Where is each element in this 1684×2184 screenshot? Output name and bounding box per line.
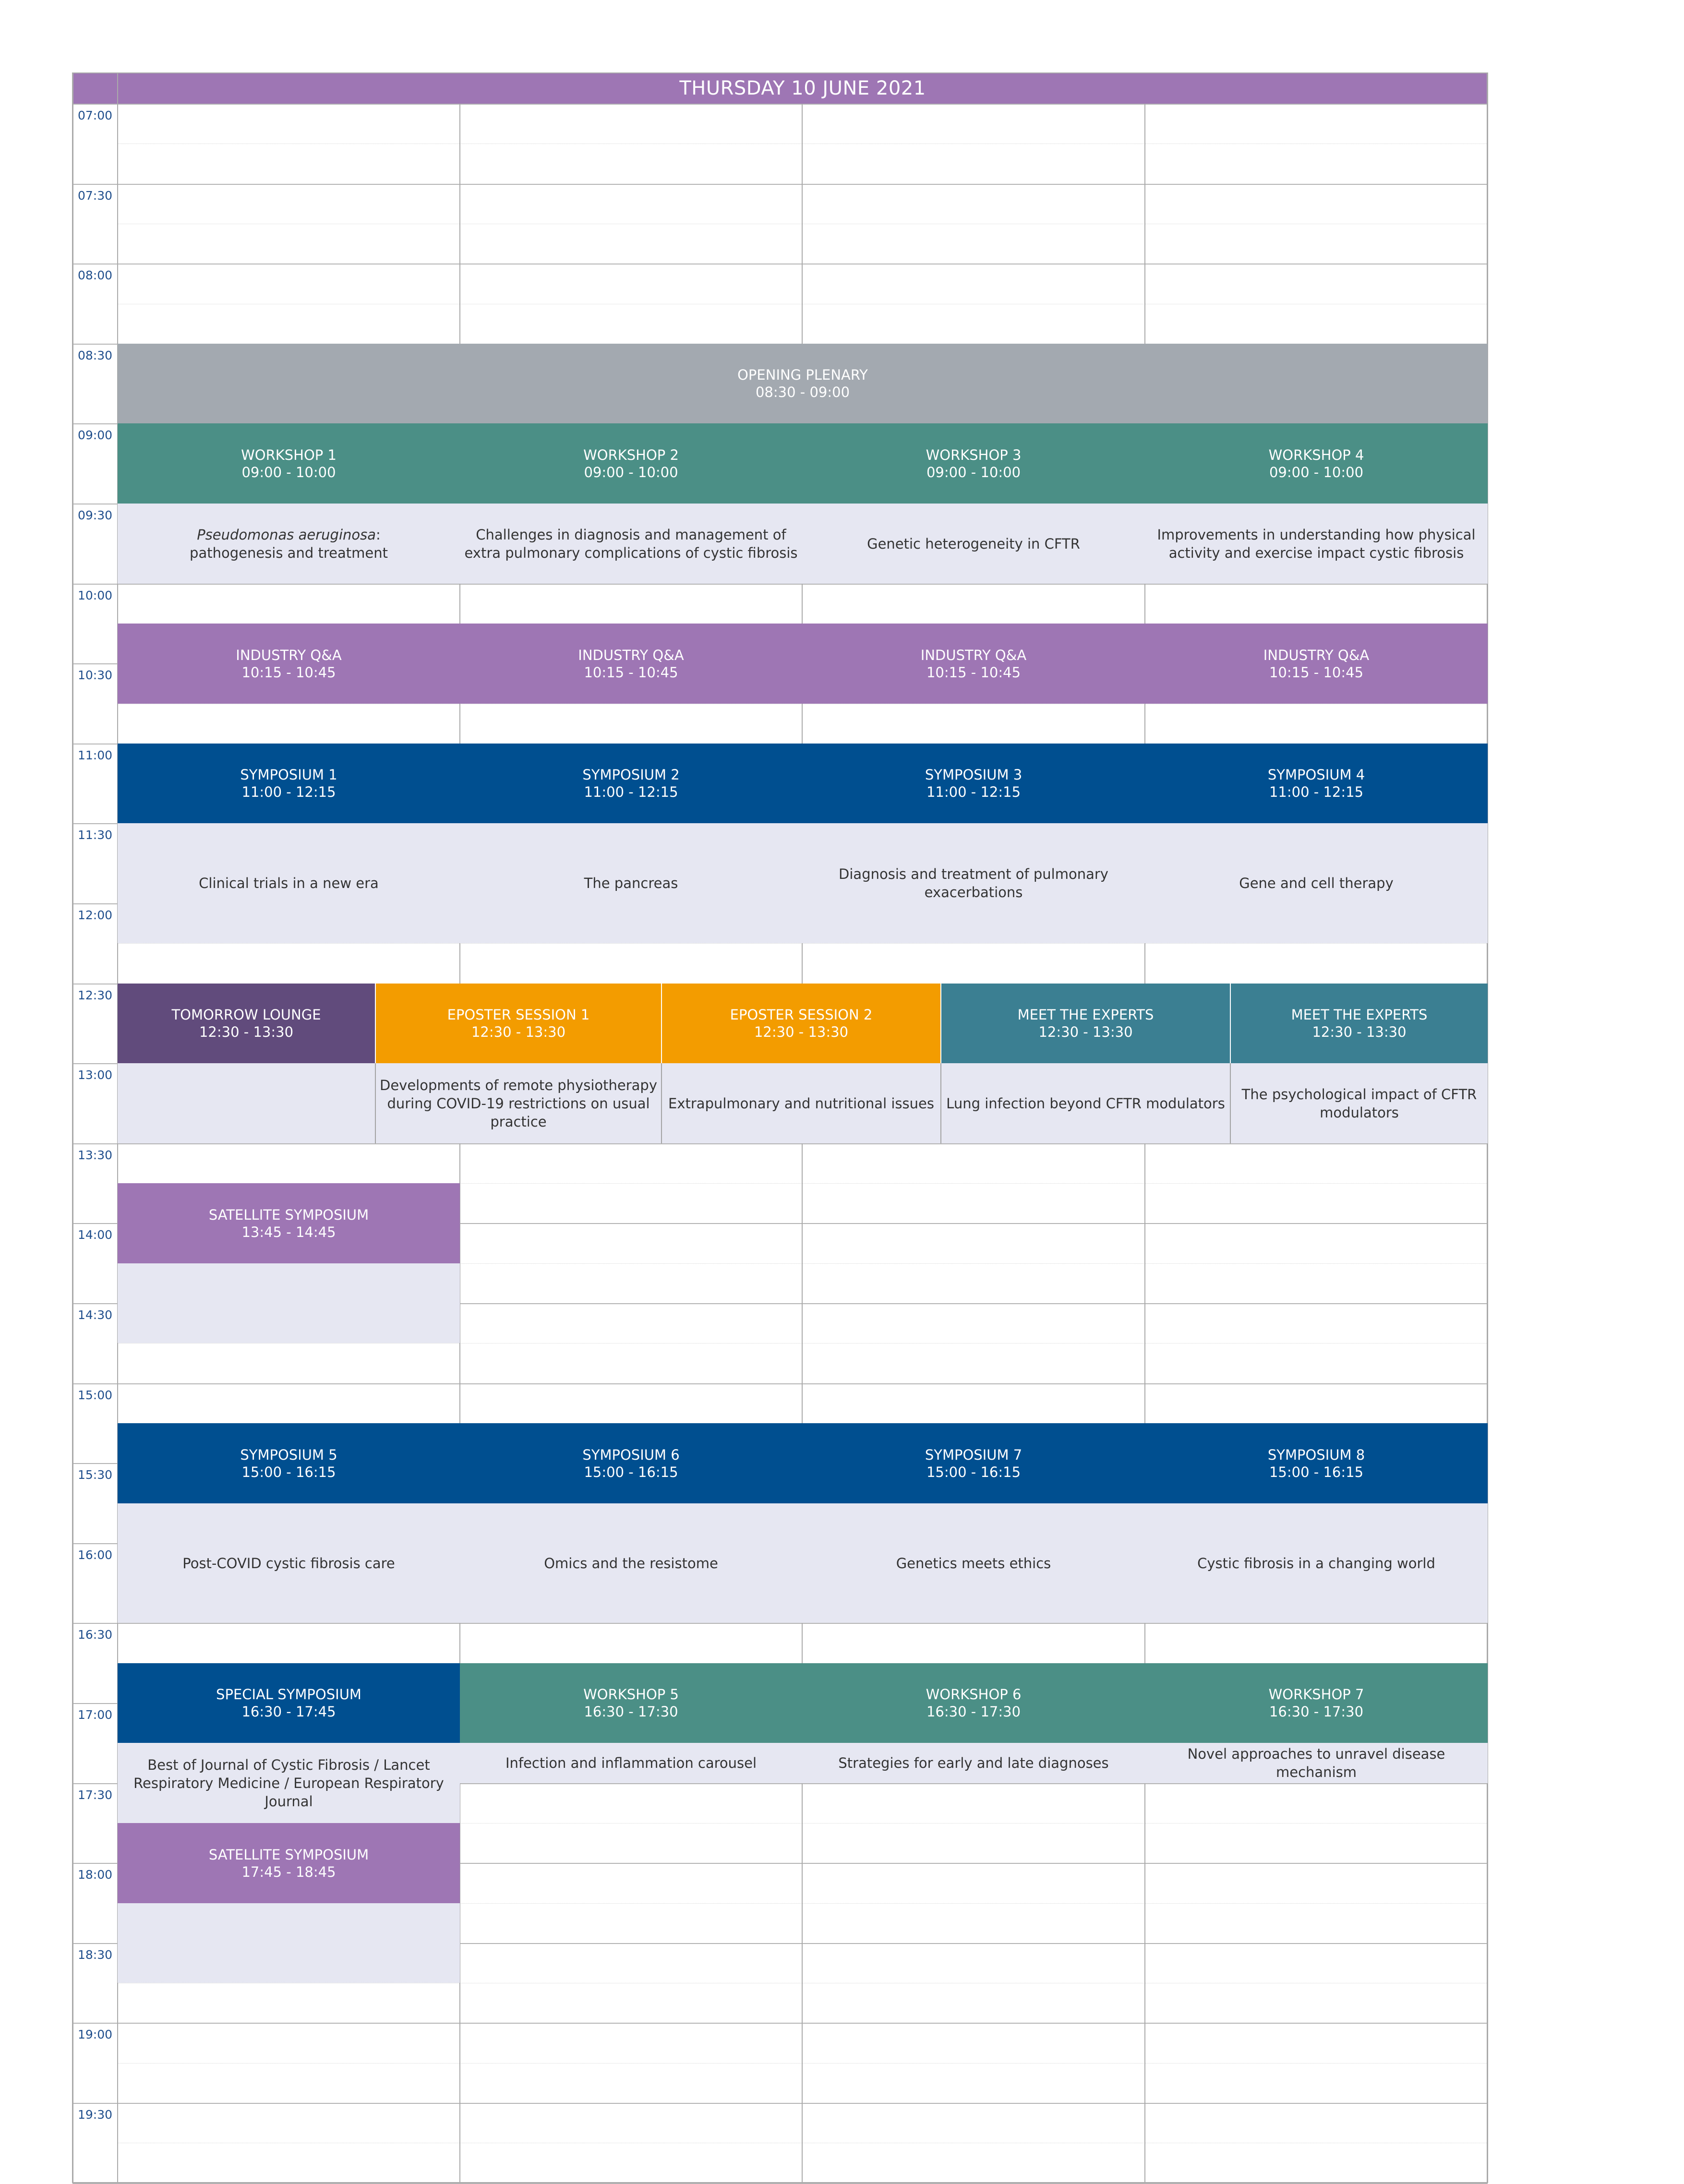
workshop-3-topic: Genetic heterogeneity in CFTR [802, 504, 1145, 584]
symposium-3-header[interactable] [802, 744, 1145, 823]
eposter-session-1-topic: Developments of remote physiotherapy during COVID-19 restrictions on usual practice [376, 1063, 662, 1143]
session-time: 15:00 - 16:15 [926, 1464, 1021, 1480]
symposium-3-topic: Diagnosis and treatment of pulmonary exacerbations [802, 823, 1145, 943]
workshop-6-header[interactable] [802, 1663, 1145, 1743]
time-label: 15:30 [77, 1468, 113, 1482]
workshop-1-topic [118, 504, 460, 584]
time-label: 16:00 [77, 1548, 113, 1562]
session-title: SPECIAL SYMPOSIUM [216, 1686, 361, 1703]
session-title: INDUSTRY Q&A [236, 647, 342, 663]
session-time: 15:00 - 16:15 [1269, 1464, 1364, 1480]
workshop-7-header[interactable] [1145, 1663, 1488, 1743]
grid-line-hour [72, 1383, 1488, 1384]
session-time: 16:30 - 17:30 [926, 1704, 1021, 1720]
industry-qa-3[interactable] [802, 624, 1145, 704]
time-label: 19:00 [77, 2028, 113, 2041]
session-time: 12:30 - 13:30 [1312, 1024, 1407, 1040]
workshop-4-topic: Improvements in understanding how physical activity and exercise impact cystic fibrosis [1145, 504, 1488, 584]
session-time: 11:00 - 12:15 [926, 784, 1021, 800]
session-time: 09:00 - 10:00 [241, 464, 336, 480]
grid-line-hour [72, 184, 1488, 185]
session-title: MEET THE EXPERTS [1017, 1007, 1154, 1023]
session-time: 17:45 - 18:45 [241, 1863, 336, 1880]
special-symposium-topic: Best of Journal of Cystic Fibrosis / Lancet Respiratory Medicine / European Respiratory Journal [118, 1743, 460, 1823]
symposium-2-topic: The pancreas [460, 823, 802, 943]
session-title: SYMPOSIUM 8 [1267, 1446, 1365, 1463]
session-time: 12:30 - 13:30 [754, 1024, 849, 1040]
satellite-symposium-1-body [118, 1263, 460, 1343]
symposium-4-topic: Gene and cell therapy [1145, 823, 1488, 943]
session-title: WORKSHOP 2 [583, 446, 679, 463]
session-time: 15:00 - 16:15 [241, 1464, 336, 1480]
industry-qa-4[interactable] [1145, 624, 1488, 704]
special-symposium-header[interactable] [118, 1663, 460, 1743]
session-time: 12:30 - 13:30 [1038, 1024, 1133, 1040]
symposium-5-header[interactable] [118, 1423, 460, 1503]
time-label: 12:00 [77, 908, 113, 922]
session-time: 12:30 - 13:30 [199, 1024, 294, 1040]
time-label: 12:30 [77, 988, 113, 1002]
workshop-6-topic: Strategies for early and late diagnoses [802, 1743, 1145, 1783]
symposium-5-topic: Post-COVID cystic fibrosis care [118, 1503, 460, 1623]
time-label: 11:00 [77, 748, 113, 762]
time-label: 18:30 [77, 1948, 113, 1962]
workshop-5-header[interactable] [460, 1663, 802, 1743]
grid-line-quarter [118, 2063, 1488, 2064]
session-title: EPOSTER SESSION 1 [447, 1007, 590, 1023]
industry-qa-2[interactable] [460, 624, 802, 704]
opening-plenary[interactable] [118, 344, 1488, 423]
satellite-symposium-1-header[interactable] [118, 1183, 460, 1263]
session-time: 10:15 - 10:45 [926, 664, 1021, 681]
symposium-4-header[interactable] [1145, 744, 1488, 823]
time-label: 13:30 [77, 1148, 113, 1162]
session-time: 16:30 - 17:30 [584, 1704, 678, 1720]
session-time: 12:30 - 13:30 [471, 1024, 566, 1040]
time-label: 11:30 [77, 828, 113, 842]
session-title: SATELLITE SYMPOSIUM [208, 1206, 369, 1223]
symposium-1-topic: Clinical trials in a new era [118, 823, 460, 943]
tomorrow-lounge-topic [118, 1063, 376, 1143]
session-time: 16:30 - 17:45 [241, 1704, 336, 1720]
time-label: 07:30 [77, 189, 113, 203]
symposium-8-topic: Cystic fibrosis in a changing world [1145, 1503, 1488, 1623]
session-title: WORKSHOP 6 [926, 1686, 1022, 1703]
grid-line-hour [72, 2103, 1488, 2104]
time-label: 15:00 [77, 1388, 113, 1402]
session-time: 09:00 - 10:00 [926, 464, 1021, 480]
eposter-session-2-topic: Extrapulmonary and nutritional issues [662, 1063, 941, 1143]
symposium-1-header[interactable] [118, 744, 460, 823]
time-label: 17:30 [77, 1788, 113, 1802]
session-title: WORKSHOP 7 [1268, 1686, 1364, 1703]
page-title: THURSDAY 10 JUNE 2021 [118, 72, 1488, 104]
session-title: WORKSHOP 1 [241, 446, 337, 463]
workshop-5-topic: Infection and inflammation carousel [460, 1743, 802, 1783]
session-time: 08:30 - 09:00 [755, 384, 850, 400]
time-label: 08:00 [77, 268, 113, 282]
session-title: WORKSHOP 3 [926, 446, 1022, 463]
symposium-6-header[interactable] [460, 1423, 802, 1503]
grid-line-quarter [118, 1343, 1488, 1344]
workshop-3-header[interactable] [802, 423, 1145, 504]
column-divider [72, 72, 73, 2183]
topic-line [197, 526, 381, 544]
session-title: SATELLITE SYMPOSIUM [208, 1846, 369, 1863]
time-label: 16:30 [77, 1628, 113, 1642]
session-time: 11:00 - 12:15 [1269, 784, 1364, 800]
time-label: 09:30 [77, 508, 113, 522]
grid-line-hour [72, 2023, 1488, 2024]
session-time: 13:45 - 14:45 [241, 1224, 336, 1240]
industry-qa-1[interactable] [118, 624, 460, 704]
time-label: 09:00 [77, 428, 113, 442]
workshop-4-header[interactable] [1145, 423, 1488, 504]
topic-line: pathogenesis and treatment [190, 544, 388, 561]
eposter-session-2-header[interactable] [662, 984, 941, 1063]
meet-the-experts-1-header[interactable] [941, 984, 1231, 1063]
workshop-2-header[interactable] [460, 423, 802, 504]
workshop-2-topic: Challenges in diagnosis and management of extra pulmonary complications of cystic fibrosis [460, 504, 802, 584]
symposium-7-topic: Genetics meets ethics [802, 1503, 1145, 1623]
session-time: 10:15 - 10:45 [584, 664, 678, 681]
session-title: SYMPOSIUM 1 [240, 767, 337, 783]
grid-line-hour [72, 1143, 1488, 1144]
tomorrow-lounge-header[interactable] [118, 984, 376, 1063]
meet-the-experts-1-topic: Lung infection beyond CFTR modulators [941, 1063, 1231, 1143]
topic-italic: Pseudomonas aeruginosa [197, 526, 376, 543]
session-title: INDUSTRY Q&A [578, 647, 684, 663]
time-label: 19:30 [77, 2108, 113, 2122]
time-label: 08:30 [77, 348, 113, 362]
time-label: 10:30 [77, 668, 113, 682]
meet-the-experts-2-topic: The psychological impact of CFTR modulators [1231, 1063, 1488, 1143]
symposium-7-header[interactable] [802, 1423, 1145, 1503]
session-title: SYMPOSIUM 7 [925, 1446, 1022, 1463]
meet-the-experts-2-header[interactable] [1231, 984, 1488, 1063]
session-time: 11:00 - 12:15 [241, 784, 336, 800]
symposium-6-topic: Omics and the resistome [460, 1503, 802, 1623]
time-label: 17:00 [77, 1708, 113, 1722]
time-label: 18:00 [77, 1868, 113, 1882]
workshop-1-header[interactable] [118, 423, 460, 504]
session-time: 09:00 - 10:00 [1269, 464, 1364, 480]
session-time: 10:15 - 10:45 [241, 664, 336, 681]
time-label: 14:00 [77, 1228, 113, 1242]
satellite-symposium-2-header[interactable] [118, 1823, 460, 1903]
session-title: SYMPOSIUM 6 [582, 1446, 680, 1463]
session-time: 09:00 - 10:00 [584, 464, 678, 480]
grid-line-hour [72, 584, 1488, 585]
time-label: 07:00 [77, 108, 113, 122]
time-label: 10:00 [77, 588, 113, 602]
session-time: 10:15 - 10:45 [1269, 664, 1364, 681]
topic-rest: : [376, 526, 381, 543]
time-label: 14:30 [77, 1308, 113, 1322]
session-title: WORKSHOP 4 [1268, 446, 1364, 463]
session-title: MEET THE EXPERTS [1291, 1007, 1428, 1023]
eposter-session-1-header[interactable] [376, 984, 662, 1063]
header-time-stub [72, 72, 118, 104]
session-time: 16:30 - 17:30 [1269, 1704, 1364, 1720]
session-title: INDUSTRY Q&A [1263, 647, 1370, 663]
session-title: INDUSTRY Q&A [920, 647, 1027, 663]
session-time: 15:00 - 16:15 [584, 1464, 678, 1480]
session-title: SYMPOSIUM 3 [925, 767, 1022, 783]
schedule-grid [72, 72, 1488, 2122]
grid-line-quarter [118, 943, 1488, 944]
session-title: SYMPOSIUM 4 [1267, 767, 1365, 783]
grid-line-hour [72, 1623, 1488, 1624]
symposium-2-header[interactable] [460, 744, 802, 823]
workshop-7-topic: Novel approaches to unravel disease mechanism [1145, 1743, 1488, 1783]
session-title: OPENING PLENARY [737, 367, 868, 383]
session-title: TOMORROW LOUNGE [171, 1007, 321, 1023]
satellite-symposium-2-body [118, 1903, 460, 1983]
time-label: 13:00 [77, 1068, 113, 1082]
session-title: EPOSTER SESSION 2 [730, 1007, 873, 1023]
session-title: SYMPOSIUM 5 [240, 1446, 337, 1463]
session-title: WORKSHOP 5 [583, 1686, 679, 1703]
symposium-8-header[interactable] [1145, 1423, 1488, 1503]
session-title: SYMPOSIUM 2 [582, 767, 680, 783]
grid-line-hour [72, 104, 1488, 105]
session-time: 11:00 - 12:15 [584, 784, 678, 800]
